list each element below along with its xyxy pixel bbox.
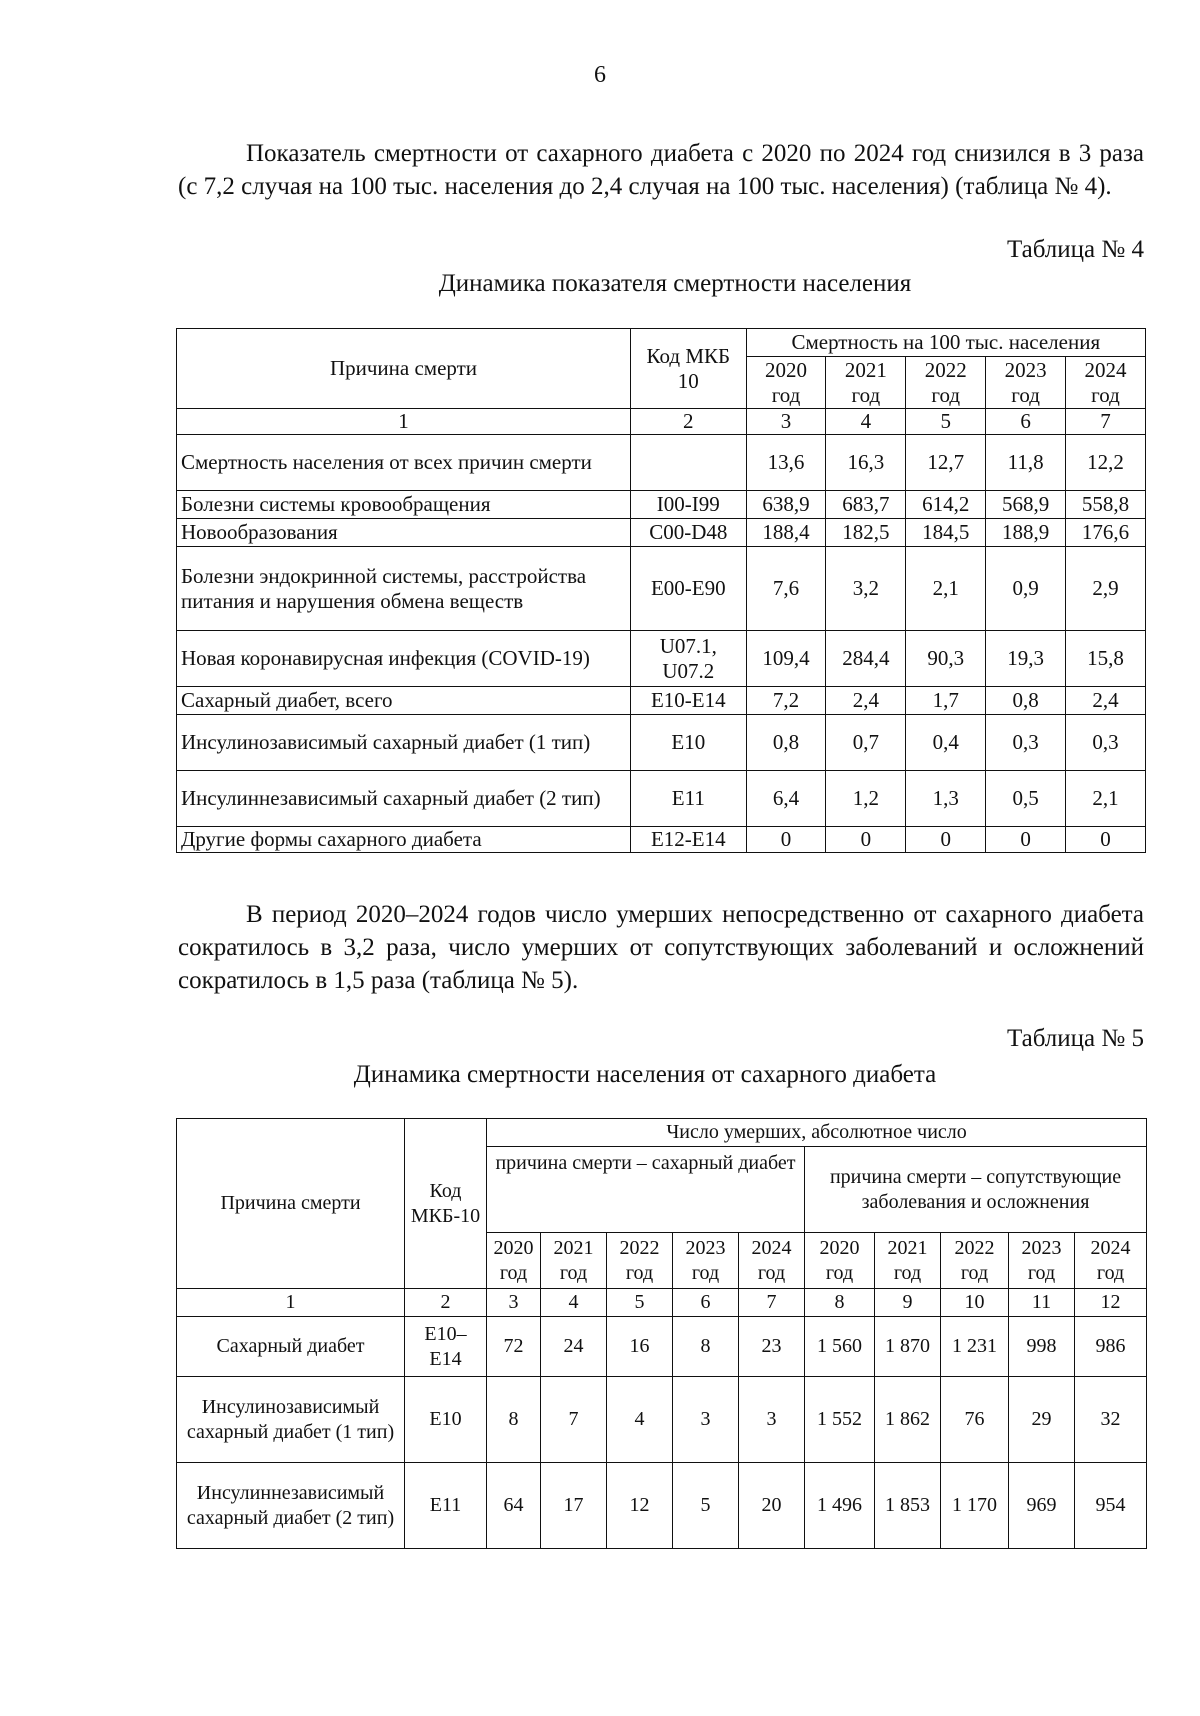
row-cause: Болезни системы кровообращения xyxy=(177,491,631,519)
t5-subgroup-diabetes: причина смерти – сахарный диабет xyxy=(487,1147,805,1233)
t4-col-number: 1 xyxy=(177,409,631,435)
t5-year: 2021 год xyxy=(875,1233,941,1289)
t4-year: 2023 год xyxy=(986,357,1066,409)
row-value: 3 xyxy=(673,1377,739,1463)
row-cause: Смертность населения от всех причин смерти xyxy=(177,435,631,491)
row-value: 1 231 xyxy=(941,1317,1009,1377)
t5-year: 2022 год xyxy=(941,1233,1009,1289)
table-5-number: Таблица № 5 xyxy=(1006,1025,1144,1052)
row-value: 1 552 xyxy=(805,1377,875,1463)
row-value: 1,2 xyxy=(826,771,906,827)
row-value: 1 862 xyxy=(875,1377,941,1463)
row-value: 15,8 xyxy=(1066,631,1146,687)
row-value: 1,3 xyxy=(906,771,986,827)
row-value: 558,8 xyxy=(1066,491,1146,519)
row-value: 16 xyxy=(607,1317,673,1377)
row-value: 1 853 xyxy=(875,1463,941,1549)
table-4 xyxy=(176,328,1146,853)
row-code: U07.1, U07.2 xyxy=(631,631,747,687)
t5-subgroup-comorbid: причина смерти – сопутствующие заболевания и осложнения xyxy=(805,1147,1147,1233)
row-value: 1 870 xyxy=(875,1317,941,1377)
t4-header-cause: Причина смерти xyxy=(177,329,631,409)
row-value: 90,3 xyxy=(906,631,986,687)
t5-col-number: 2 xyxy=(405,1289,487,1317)
t5-col-number: 3 xyxy=(487,1289,541,1317)
row-value: 109,4 xyxy=(746,631,826,687)
t4-col-number: 3 xyxy=(746,409,826,435)
row-value: 7 xyxy=(541,1377,607,1463)
t5-year: 2020 год xyxy=(487,1233,541,1289)
t4-header-code: Код МКБ 10 xyxy=(631,329,747,409)
t5-year: 2021 год xyxy=(541,1233,607,1289)
row-cause: Инсулиннезависимый сахарный диабет (2 тип) xyxy=(177,1463,405,1549)
row-code: E10 xyxy=(631,715,747,771)
row-value: 16,3 xyxy=(826,435,906,491)
table-row xyxy=(177,1317,1147,1377)
row-value: 1 170 xyxy=(941,1463,1009,1549)
paragraph-1-text: Показатель смертности от сахарного диабета с 2020 по 2024 год снизился в 3 раза (с 7,2 случая на 100 тыс. населения до 2,4 случая на 100 тыс. населения) (таблица № 4). xyxy=(178,140,1144,200)
row-value: 24 xyxy=(541,1317,607,1377)
row-code: E10-E14 xyxy=(631,687,747,715)
t5-header-group: Число умерших, абсолютное число xyxy=(487,1119,1147,1147)
row-cause: Инсулинозависимый сахарный диабет (1 тип) xyxy=(177,715,631,771)
t4-year: 2020 год xyxy=(746,357,826,409)
row-value: 3,2 xyxy=(826,547,906,631)
row-value: 969 xyxy=(1009,1463,1075,1549)
row-value: 284,4 xyxy=(826,631,906,687)
table-row xyxy=(177,491,1146,519)
table-row xyxy=(177,1377,1147,1463)
row-code: E11 xyxy=(631,771,747,827)
t5-col-number: 12 xyxy=(1075,1289,1147,1317)
row-value: 2,4 xyxy=(1066,687,1146,715)
row-value: 0,8 xyxy=(746,715,826,771)
row-value: 0,4 xyxy=(906,715,986,771)
row-value: 188,4 xyxy=(746,519,826,547)
row-cause: Новообразования xyxy=(177,519,631,547)
row-value: 188,9 xyxy=(986,519,1066,547)
row-value: 986 xyxy=(1075,1317,1147,1377)
table-4-title: Динамика показателя смертности населения xyxy=(438,270,912,297)
table-5 xyxy=(176,1118,1147,1549)
row-value: 0,3 xyxy=(986,715,1066,771)
row-value: 13,6 xyxy=(746,435,826,491)
t5-col-number: 4 xyxy=(541,1289,607,1317)
row-value: 0,7 xyxy=(826,715,906,771)
row-code: E00-E90 xyxy=(631,547,747,631)
t4-year: 2022 год xyxy=(906,357,986,409)
t5-year: 2023 год xyxy=(1009,1233,1075,1289)
t5-year: 2022 год xyxy=(607,1233,673,1289)
row-value: 2,9 xyxy=(1066,547,1146,631)
t4-col-number: 7 xyxy=(1066,409,1146,435)
row-value: 683,7 xyxy=(826,491,906,519)
t4-year: 2021 год xyxy=(826,357,906,409)
row-value: 0 xyxy=(1066,827,1146,853)
t5-header-cause: Причина смерти xyxy=(177,1119,405,1289)
row-value: 0,8 xyxy=(986,687,1066,715)
t4-header-group: Смертность на 100 тыс. населения xyxy=(746,329,1145,357)
row-value: 568,9 xyxy=(986,491,1066,519)
t5-col-number: 5 xyxy=(607,1289,673,1317)
row-value: 1 496 xyxy=(805,1463,875,1549)
row-value: 17 xyxy=(541,1463,607,1549)
row-value: 76 xyxy=(941,1377,1009,1463)
row-code: E10– E14 xyxy=(405,1317,487,1377)
paragraph-2 xyxy=(178,898,1144,997)
t5-year: 2024 год xyxy=(739,1233,805,1289)
row-value: 20 xyxy=(739,1463,805,1549)
row-cause: Инсулинозависимый сахарный диабет (1 тип) xyxy=(177,1377,405,1463)
row-value: 3 xyxy=(739,1377,805,1463)
row-value: 12,7 xyxy=(906,435,986,491)
row-value: 32 xyxy=(1075,1377,1147,1463)
page-number: 6 xyxy=(594,62,606,88)
row-value: 6,4 xyxy=(746,771,826,827)
row-cause: Новая коронавирусная инфекция (COVID-19) xyxy=(177,631,631,687)
row-cause: Болезни эндокринной системы, расстройства питания и нарушения обмена веществ xyxy=(177,547,631,631)
row-value: 0,9 xyxy=(986,547,1066,631)
row-value: 29 xyxy=(1009,1377,1075,1463)
t5-year: 2023 год xyxy=(673,1233,739,1289)
row-code xyxy=(631,435,747,491)
row-value: 12,2 xyxy=(1066,435,1146,491)
table-row xyxy=(177,687,1146,715)
row-value: 1,7 xyxy=(906,687,986,715)
row-value: 2,4 xyxy=(826,687,906,715)
t5-year: 2024 год xyxy=(1075,1233,1147,1289)
row-value: 182,5 xyxy=(826,519,906,547)
row-value: 23 xyxy=(739,1317,805,1377)
row-value: 176,6 xyxy=(1066,519,1146,547)
row-value: 7,6 xyxy=(746,547,826,631)
row-code: E10 xyxy=(405,1377,487,1463)
row-value: 7,2 xyxy=(746,687,826,715)
table-row xyxy=(177,435,1146,491)
t5-col-number: 6 xyxy=(673,1289,739,1317)
row-value: 4 xyxy=(607,1377,673,1463)
row-cause: Инсулиннезависимый сахарный диабет (2 тип) xyxy=(177,771,631,827)
row-value: 0 xyxy=(986,827,1066,853)
row-value: 2,1 xyxy=(906,547,986,631)
row-value: 19,3 xyxy=(986,631,1066,687)
row-value: 954 xyxy=(1075,1463,1147,1549)
table-row xyxy=(177,519,1146,547)
t5-header-code: Код МКБ-10 xyxy=(405,1119,487,1289)
t5-col-number: 11 xyxy=(1009,1289,1075,1317)
row-value: 998 xyxy=(1009,1317,1075,1377)
t5-col-number: 1 xyxy=(177,1289,405,1317)
table-row xyxy=(177,547,1146,631)
row-value: 64 xyxy=(487,1463,541,1549)
table-row xyxy=(177,771,1146,827)
t5-col-number: 7 xyxy=(739,1289,805,1317)
table-row xyxy=(177,631,1146,687)
t4-year: 2024 год xyxy=(1066,357,1146,409)
t5-col-number: 9 xyxy=(875,1289,941,1317)
row-value: 0 xyxy=(746,827,826,853)
table-row xyxy=(177,1463,1147,1549)
row-code: E12-E14 xyxy=(631,827,747,853)
row-value: 12 xyxy=(607,1463,673,1549)
row-value: 5 xyxy=(673,1463,739,1549)
row-value: 0,5 xyxy=(986,771,1066,827)
row-value: 11,8 xyxy=(986,435,1066,491)
row-value: 1 560 xyxy=(805,1317,875,1377)
table-row xyxy=(177,827,1146,853)
row-value: 614,2 xyxy=(906,491,986,519)
t5-column-numbers xyxy=(177,1289,1147,1317)
row-value: 638,9 xyxy=(746,491,826,519)
row-code: I00-I99 xyxy=(631,491,747,519)
t5-col-number: 8 xyxy=(805,1289,875,1317)
row-code: E11 xyxy=(405,1463,487,1549)
t4-col-number: 5 xyxy=(906,409,986,435)
row-value: 8 xyxy=(487,1377,541,1463)
row-value: 0,3 xyxy=(1066,715,1146,771)
paragraph-1 xyxy=(178,137,1144,203)
row-value: 0 xyxy=(826,827,906,853)
row-cause: Сахарный диабет xyxy=(177,1317,405,1377)
table-row xyxy=(177,715,1146,771)
row-value: 184,5 xyxy=(906,519,986,547)
t4-col-number: 2 xyxy=(631,409,747,435)
table-5-title: Динамика смертности населения от сахарного диабета xyxy=(353,1061,937,1088)
t5-col-number: 10 xyxy=(941,1289,1009,1317)
row-cause: Другие формы сахарного диабета xyxy=(177,827,631,853)
table-4-number: Таблица № 4 xyxy=(1006,236,1144,263)
t5-year: 2020 год xyxy=(805,1233,875,1289)
t4-col-number: 4 xyxy=(826,409,906,435)
paragraph-2-text: В период 2020–2024 годов число умерших непосредственно от сахарного диабета сократилось в 3,2 раза, число умерших от сопутствующих заболеваний и осложнений сократилось в 1,5 раза (таблица № 5). xyxy=(178,901,1144,994)
t4-col-number: 6 xyxy=(986,409,1066,435)
row-value: 72 xyxy=(487,1317,541,1377)
row-value: 2,1 xyxy=(1066,771,1146,827)
row-cause: Сахарный диабет, всего xyxy=(177,687,631,715)
t4-column-numbers xyxy=(177,409,1146,435)
row-value: 0 xyxy=(906,827,986,853)
row-value: 8 xyxy=(673,1317,739,1377)
row-code: C00-D48 xyxy=(631,519,747,547)
